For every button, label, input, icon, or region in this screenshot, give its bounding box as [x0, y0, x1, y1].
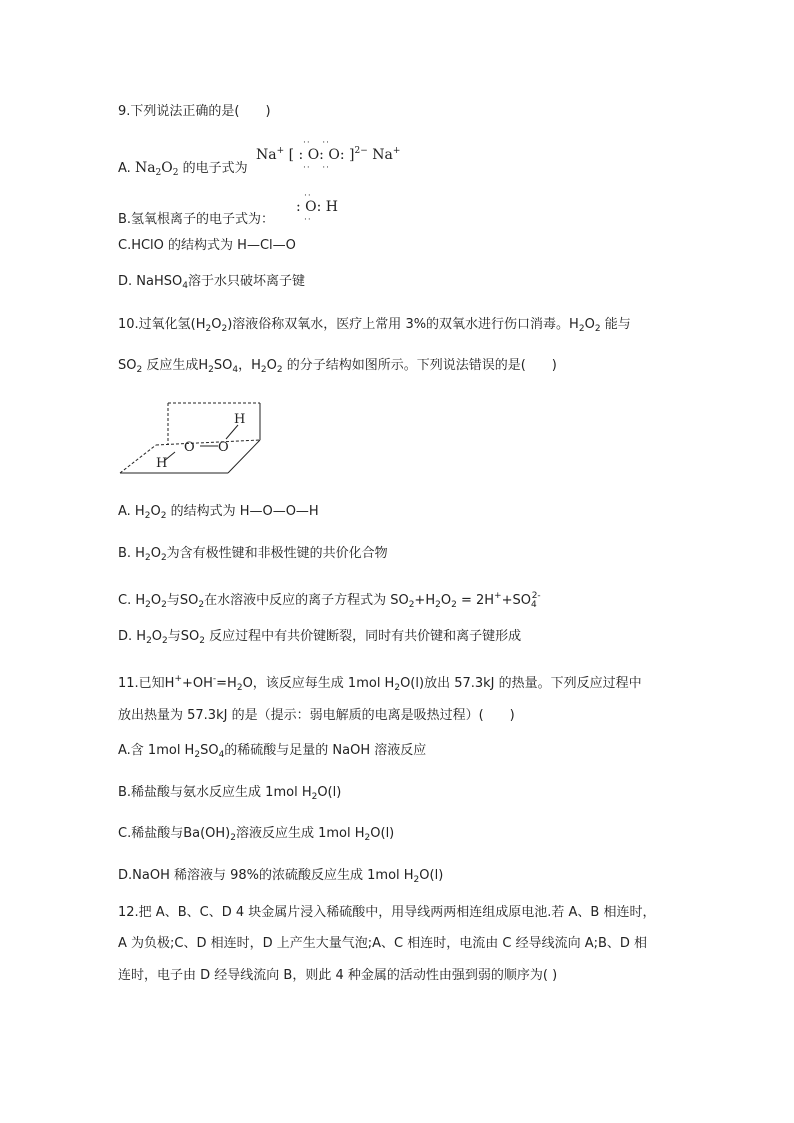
h2o2-molecular-structure-diagram	[118, 395, 268, 480]
q10-stem-line2: $SO_2$ 反应生成$H_2SO_4$，$H_2O_2$ 的分子结构如图所示。下列说法错误的是( )	[118, 358, 557, 375]
q11-stem-line2: 放出热量为 57.3kJ 的是（提示：弱电解质的电离是吸热过程）( )	[118, 708, 515, 723]
hydrogen-atom-1: H	[234, 412, 246, 427]
q10-option-a: A. $H_2O_2$ 的结构式为 H—O—O—H	[118, 504, 319, 521]
electron-dots-top: ··	[304, 191, 312, 201]
q12-stem-line2: A 为负极;C、D 相连时，D 上产生大量气泡;A、C 相连时，电流由 C 经导线流向 A;B、D 相	[118, 936, 648, 951]
q10-stem-line1: 10.过氧化氢$(H_2O_2)$溶液俗称双氧水，医疗上常用 3%的双氧水进行伤口消毒。$H_2O_2$ 能与	[118, 317, 631, 334]
q11-option-a: A.含 1mol $H_2SO_4$的稀硫酸与足量的 NaOH 溶液反应	[118, 743, 427, 760]
q9-stem: 9.下列说法正确的是( )	[118, 104, 271, 119]
hydrogen-atom-2: H	[156, 456, 168, 471]
q9-na2o2-electron-formula: Na+ [ : O: O: ]$^{2-}$ Na+	[256, 146, 401, 163]
q9-option-a: A. $Na_2O_2$ 的电子式为	[118, 160, 248, 178]
q11-option-d: D.NaOH 稀溶液与 98%的浓硫酸反应生成 1mol $H_2O(l)$	[118, 868, 444, 885]
q9-option-c: C.HClO 的结构式为 H—Cl—O	[118, 238, 296, 253]
q9-hydroxide-electron-formula: : O: H	[296, 199, 339, 215]
q11-option-b: B.稀盐酸与氨水反应生成 1mol $H_2O(l)$	[118, 785, 342, 802]
q10-option-d: D. $H_2O_2$与$SO_2$ 反应过程中有共价键断裂，同时有共价键和离子键形成	[118, 629, 522, 646]
q12-stem-line1: 12.把 A、B、C、D 4 块金属片浸入稀硫酸中，用导线两两相连组成原电池.若 A、B 相连时，	[118, 905, 656, 920]
q9-option-d: D. NaHSO$_4$溶于水只破坏离子键	[118, 274, 305, 291]
q9-option-b: B.氢氧根离子的电子式为：	[118, 212, 275, 227]
q10-option-c: C. $H_2O_2$与$SO_2$在水溶液中反应的离子方程式为 $SO_2+H_2O_2 = 2H^++SO_4^{2-}$	[118, 591, 541, 610]
q10-option-b: B. $H_2O_2$为含有极性键和非极性键的共价化合物	[118, 546, 388, 563]
oxygen-atom-1: O	[184, 440, 195, 455]
q11-stem-line1: 11.已知$H^++OH^-=H_2O$，该反应每生成 1mol $H_2O(l)$放出 57.3kJ 的热量。下列反应过程中	[118, 674, 642, 693]
electron-dots-top: ·· ··	[303, 138, 331, 148]
q12-stem-line3: 连时，电子由 D 经导线流向 B，则此 4 种金属的活动性由强到弱的顺序为( )	[118, 968, 558, 983]
electron-dots-bottom: ·· ··	[303, 163, 331, 173]
oxygen-atom-2: O	[218, 440, 229, 455]
electron-dots-bottom: ··	[304, 215, 312, 225]
q11-option-c: C.稀盐酸与$Ba(OH)_2$溶液反应生成 1mol $H_2O(l)$	[118, 826, 395, 843]
